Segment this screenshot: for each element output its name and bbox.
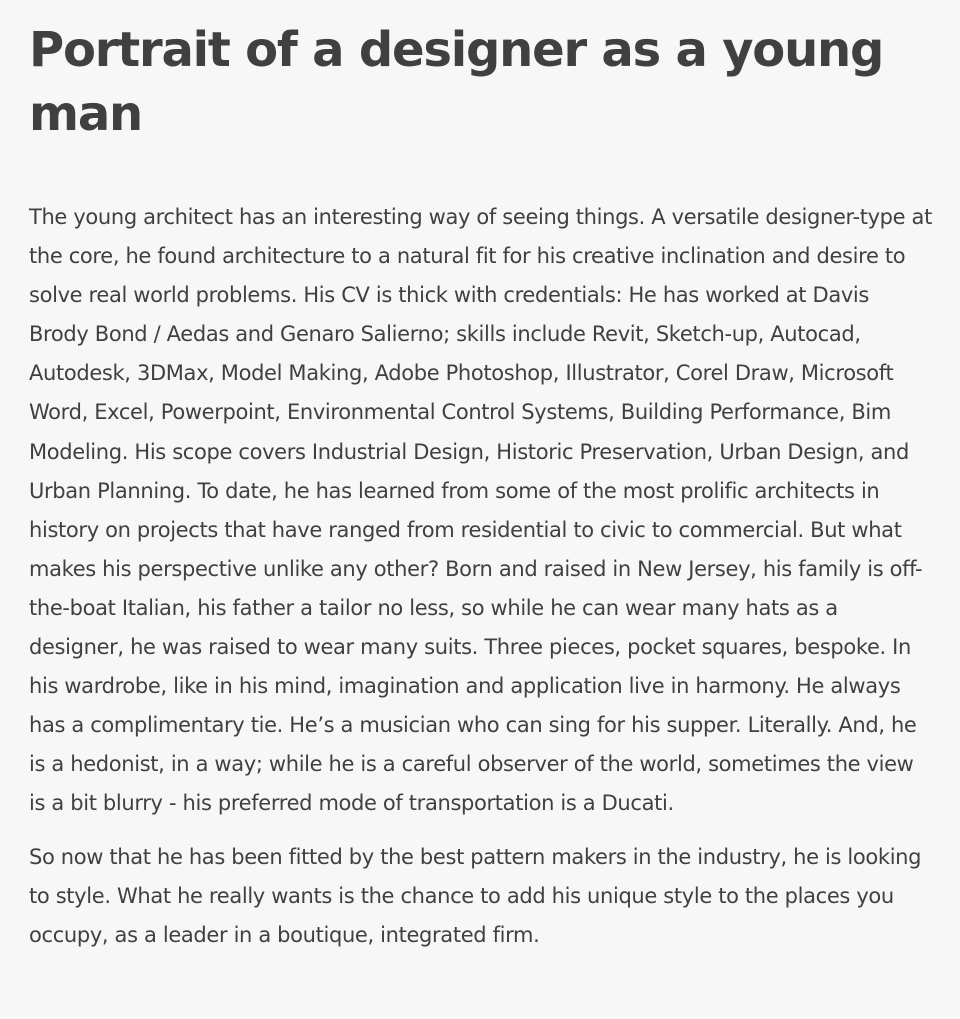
article-paragraph-1: The young architect has an interesting way of seeing things. A versatile designer-type at the core, he found architecture to a natural fit for his creative inclination and desire to solve real world problems. His CV is thick with credentials: He has worked at Davis Brody Bond / Aedas and Genaro Salierno; skills include Revit, Sketch-up, Autocad, Autodesk, 3DMax, Model Making, Adobe Photoshop, Illustrator, Corel Draw, Microsoft Word, Excel, Powerpoint, Environmental Control Systems, Building Performance, Bim Modeling. His scope covers Industrial Design, Historic Preservation, Urban Design, and Urban Planning. To date, he has learned from some of the most prolific architects in history on projects that have ranged from residential to civic to commercial. But what makes his perspective unlike any other? Born and raised in New Jersey, his family is off-the-boat Italian, his father a tailor no less, so while he can wear many hats as a designer, he was raised to wear many suits. Three pieces, pocket squares, bespoke. In his wardrobe, like in his mind, imagination and application live in harmony. He always has a complimentary tie. He’s a musician who can sing for his supper. Literally. And, he is a hedonist, in a way; while he is a careful observer of the world, sometimes the view is a bit blurry - his preferred mode of transportation is a Ducati. <box>29 205 932 816</box>
page-title: Portrait of a designer as a young man <box>29 22 884 142</box>
article-paragraph-2: So now that he has been fitted by the best pattern makers in the industry, he is looking to style. What he really wants is the chance to add his unique style to the places you occupy, as a leader in a boutique, integrated firm. <box>29 844 922 947</box>
article-body <box>29 198 932 955</box>
